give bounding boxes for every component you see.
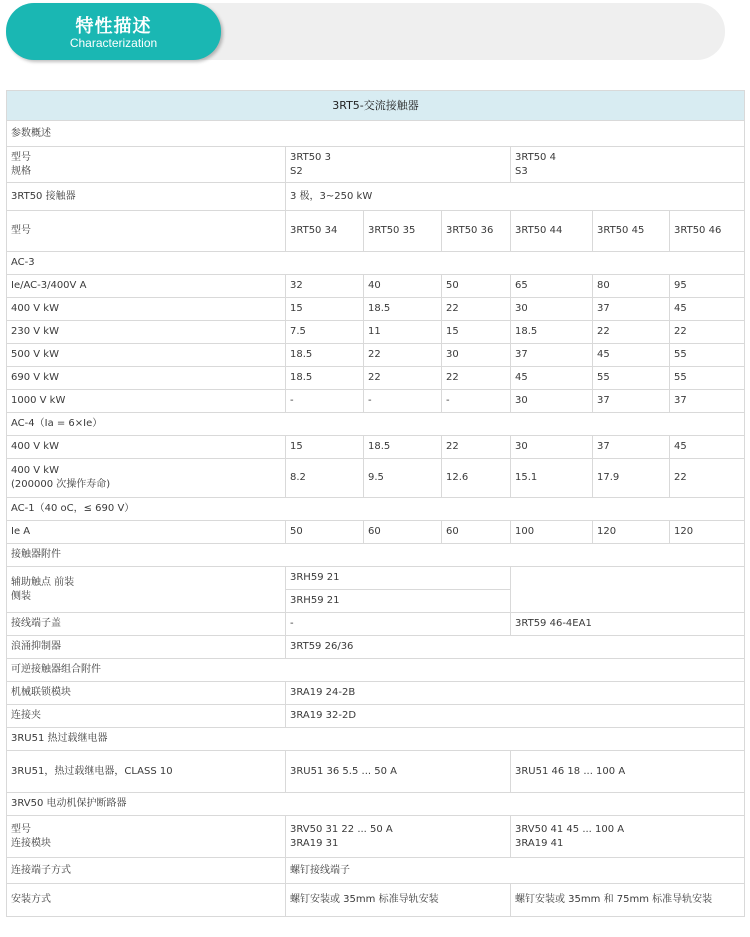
value-cell: 32 bbox=[286, 275, 364, 298]
row-label: 230 V kW bbox=[7, 321, 286, 344]
mounting-label: 安装方式 bbox=[7, 884, 286, 917]
value-cell: 120 bbox=[670, 521, 745, 544]
value-cell: 37 bbox=[593, 390, 670, 413]
value-cell: 40 bbox=[364, 275, 442, 298]
value-cell: 22 bbox=[593, 321, 670, 344]
ru51-row-label: 3RU51，热过载继电器，CLASS 10 bbox=[7, 751, 286, 793]
model-spec-label: 型号 规格 bbox=[7, 147, 286, 183]
terminal-cover-s3: 3RT59 46-4EA1 bbox=[511, 613, 745, 636]
value-cell: 18.5 bbox=[364, 436, 442, 459]
row-label: 400 V kW bbox=[7, 298, 286, 321]
value-cell: 22 bbox=[442, 367, 511, 390]
connection-value: 螺钉接线端子 bbox=[286, 858, 745, 884]
value-cell: 80 bbox=[593, 275, 670, 298]
spec-table bbox=[6, 90, 745, 917]
value-cell: - bbox=[286, 390, 364, 413]
value-cell: 50 bbox=[286, 521, 364, 544]
row-label: 400 V kW (200000 次操作寿命) bbox=[7, 459, 286, 498]
ru51-s2: 3RU51 36 5.5 ... 50 A bbox=[286, 751, 511, 793]
reversing-label: 可逆接触器组合附件 bbox=[7, 659, 745, 682]
value-cell: - bbox=[364, 390, 442, 413]
model-cell: 3RT50 46 bbox=[670, 211, 745, 252]
value-cell: 22 bbox=[364, 367, 442, 390]
value-cell: 22 bbox=[442, 436, 511, 459]
table-row bbox=[7, 367, 745, 390]
value-cell: 18.5 bbox=[286, 344, 364, 367]
accessories-label: 接触器附件 bbox=[7, 544, 745, 567]
surge-label: 浪涌抑制器 bbox=[7, 636, 286, 659]
value-cell: 55 bbox=[593, 367, 670, 390]
model-spec-s2: 3RT50 3 S2 bbox=[286, 147, 511, 183]
models-row bbox=[7, 211, 745, 252]
model-cell: 3RT50 35 bbox=[364, 211, 442, 252]
value-cell: 18.5 bbox=[511, 321, 593, 344]
value-cell: 15 bbox=[442, 321, 511, 344]
rv50-s2: 3RV50 31 22 ... 50 A 3RA19 31 bbox=[286, 816, 511, 858]
interlock-label: 机械联锁模块 bbox=[7, 682, 286, 705]
ac3-label: AC-3 bbox=[7, 252, 745, 275]
table-row bbox=[7, 321, 745, 344]
value-cell: 45 bbox=[670, 298, 745, 321]
row-label: 690 V kW bbox=[7, 367, 286, 390]
value-cell: 18.5 bbox=[364, 298, 442, 321]
value-cell: 30 bbox=[511, 436, 593, 459]
value-cell: 45 bbox=[511, 367, 593, 390]
value-cell: 8.2 bbox=[286, 459, 364, 498]
value-cell: 30 bbox=[511, 390, 593, 413]
table-row bbox=[7, 298, 745, 321]
overview-label: 参数概述 bbox=[7, 121, 745, 147]
surge-value: 3RT59 26/36 bbox=[286, 636, 745, 659]
value-cell: - bbox=[442, 390, 511, 413]
header-title-cn: 特性描述 bbox=[75, 16, 152, 37]
header-pill bbox=[6, 3, 221, 60]
model-cell: 3RT50 36 bbox=[442, 211, 511, 252]
value-cell: 60 bbox=[364, 521, 442, 544]
aux-empty bbox=[511, 567, 745, 613]
value-cell: 22 bbox=[670, 321, 745, 344]
ru51-s3: 3RU51 46 18 ... 100 A bbox=[511, 751, 745, 793]
model-cell: 3RT50 34 bbox=[286, 211, 364, 252]
value-cell: 22 bbox=[364, 344, 442, 367]
mounting-s2: 螺钉安装或 35mm 标准导轨安装 bbox=[286, 884, 511, 917]
ru51-label: 3RU51 热过载继电器 bbox=[7, 728, 745, 751]
aux-side-value: 3RH59 21 bbox=[286, 590, 511, 613]
ac4-label: AC-4（Ia = 6×Ie） bbox=[7, 413, 745, 436]
table-row bbox=[7, 275, 745, 298]
value-cell: 45 bbox=[670, 436, 745, 459]
ac1-label: AC-1（40 oC，≤ 690 V） bbox=[7, 498, 745, 521]
value-cell: 17.9 bbox=[593, 459, 670, 498]
value-cell: 55 bbox=[670, 367, 745, 390]
value-cell: 18.5 bbox=[286, 367, 364, 390]
contactor-value: 3 极，3~250 kW bbox=[286, 183, 745, 211]
value-cell: 37 bbox=[593, 298, 670, 321]
value-cell: 15 bbox=[286, 298, 364, 321]
value-cell: 11 bbox=[364, 321, 442, 344]
table-row bbox=[7, 459, 745, 498]
table-row bbox=[7, 390, 745, 413]
value-cell: 45 bbox=[593, 344, 670, 367]
value-cell: 65 bbox=[511, 275, 593, 298]
value-cell: 12.6 bbox=[442, 459, 511, 498]
row-label: 400 V kW bbox=[7, 436, 286, 459]
value-cell: 50 bbox=[442, 275, 511, 298]
value-cell: 9.5 bbox=[364, 459, 442, 498]
models-label: 型号 bbox=[7, 211, 286, 252]
aux-front-value: 3RH59 21 bbox=[286, 567, 511, 590]
value-cell: 95 bbox=[670, 275, 745, 298]
header-title-en: Characterization bbox=[69, 36, 158, 50]
connection-label: 连接端子方式 bbox=[7, 858, 286, 884]
value-cell: 37 bbox=[593, 436, 670, 459]
section-header bbox=[6, 3, 725, 60]
value-cell: 55 bbox=[670, 344, 745, 367]
table-row bbox=[7, 344, 745, 367]
value-cell: 30 bbox=[511, 298, 593, 321]
model-spec-s3: 3RT50 4 S3 bbox=[511, 147, 745, 183]
table-title: 3RT5-交流接触器 bbox=[7, 91, 745, 121]
model-cell: 3RT50 44 bbox=[511, 211, 593, 252]
value-cell: 22 bbox=[670, 459, 745, 498]
value-cell: 100 bbox=[511, 521, 593, 544]
value-cell: 30 bbox=[442, 344, 511, 367]
table-row bbox=[7, 521, 745, 544]
terminal-cover-s2: - bbox=[286, 613, 511, 636]
row-label: 1000 V kW bbox=[7, 390, 286, 413]
aux-contact-label: 辅助触点 前装 侧装 bbox=[7, 567, 286, 613]
model-cell: 3RT50 45 bbox=[593, 211, 670, 252]
value-cell: 120 bbox=[593, 521, 670, 544]
clip-label: 连接夹 bbox=[7, 705, 286, 728]
ac3-rows bbox=[7, 275, 745, 413]
row-label: Ie/AC-3/400V A bbox=[7, 275, 286, 298]
terminal-cover-label: 接线端子盖 bbox=[7, 613, 286, 636]
rv50-row-label: 型号 连接模块 bbox=[7, 816, 286, 858]
table-row bbox=[7, 436, 745, 459]
value-cell: 15 bbox=[286, 436, 364, 459]
value-cell: 7.5 bbox=[286, 321, 364, 344]
value-cell: 22 bbox=[442, 298, 511, 321]
row-label: 500 V kW bbox=[7, 344, 286, 367]
value-cell: 37 bbox=[670, 390, 745, 413]
contactor-label: 3RT50 接触器 bbox=[7, 183, 286, 211]
value-cell: 60 bbox=[442, 521, 511, 544]
interlock-value: 3RA19 24-2B bbox=[286, 682, 745, 705]
rv50-label: 3RV50 电动机保护断路器 bbox=[7, 793, 745, 816]
value-cell: 37 bbox=[511, 344, 593, 367]
row-label: Ie A bbox=[7, 521, 286, 544]
rv50-s3: 3RV50 41 45 ... 100 A 3RA19 41 bbox=[511, 816, 745, 858]
mounting-s3: 螺钉安装或 35mm 和 75mm 标准导轨安装 bbox=[511, 884, 745, 917]
value-cell: 15.1 bbox=[511, 459, 593, 498]
clip-value: 3RA19 32-2D bbox=[286, 705, 745, 728]
